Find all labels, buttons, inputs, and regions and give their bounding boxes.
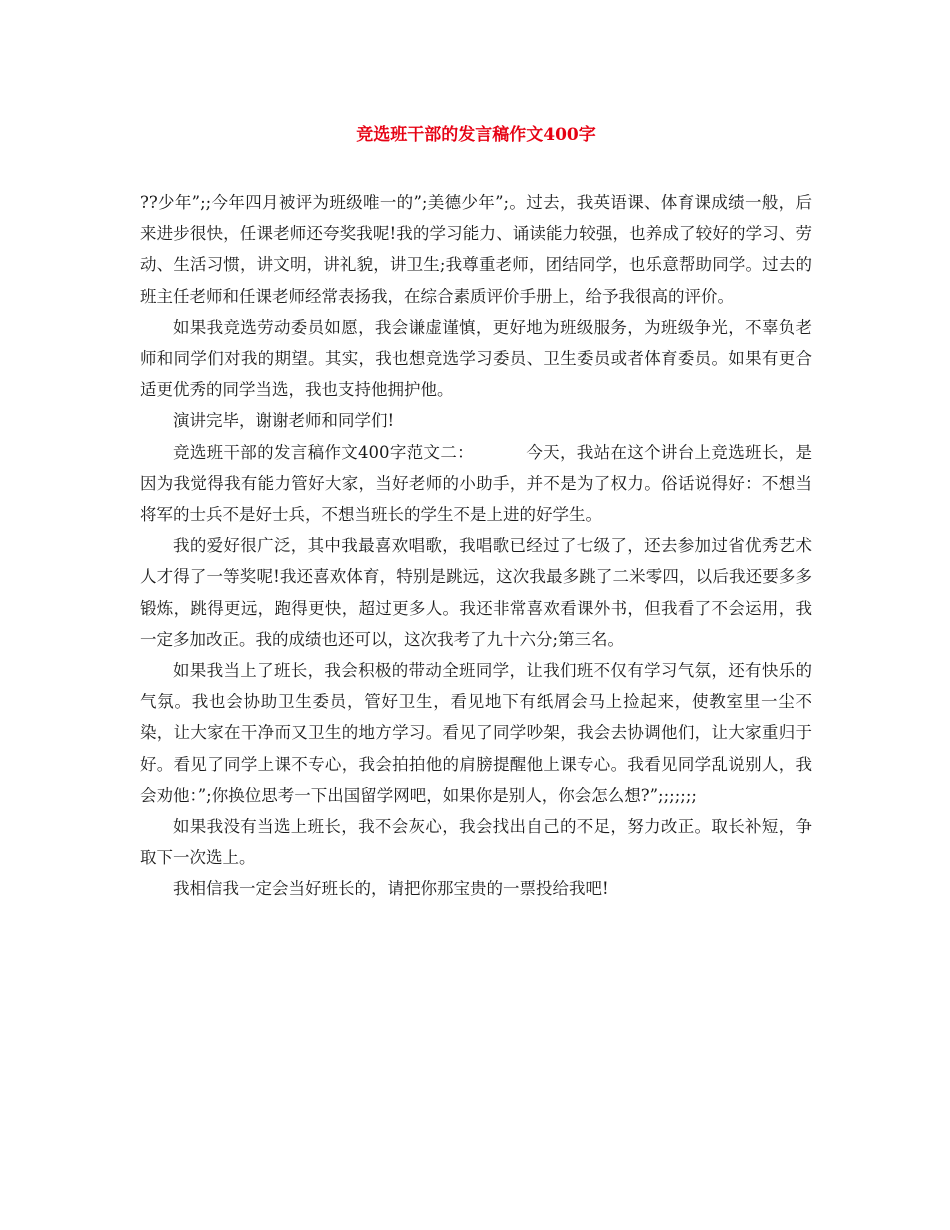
- paragraph-closing-thanks: 演讲完毕，谢谢老师和同学们!: [173, 411, 395, 431]
- paragraph-hobbies: 我的爱好很广泛，其中我最喜欢唱歌，我唱歌已经过了七级了，还去参加过省优秀艺术人才得了一等奖呢!我还喜欢体育，特别是跳远，这次我最多跳了二米零四，以后我还要多多锻炼，跳得更远，跑得更快，超过更多人。我还非常喜欢看课外书，但我看了不会运用，我一定多加改正。我的成绩也还可以，这次我考了九十六分;第三名。: [140, 536, 812, 649]
- paragraph-if-elected: 如果我当上了班长，我会积极的带动全班同学，让我们班不仅有学习气氛，还有快乐的气氛。我也会协助卫生委员，管好卫生，看见地下有纸屑会马上捡起来，使教室里一尘不染，让大家在干净而又卫生的地方学习。看见了同学吵架，我会去协调他们，让大家重归于好。看见了同学上课不专心，我会拍拍他的肩膀提醒他上课专心。我看见同学乱说别人，我会劝他：”;你换位思考一下出国留学网吧，如果你是别人，你会怎么想?”;;;;;;;: [140, 661, 812, 805]
- sample-two-heading: 竞选班干部的发言稿作文400字范文二：: [173, 442, 474, 462]
- paragraph-if-not-elected: 如果我没有当选上班长，我不会灰心，我会找出自己的不足，努力改正。取长补短，争取下一次选上。: [140, 817, 812, 868]
- paragraph-continued-intro: ??少年”;;今年四月被评为班级唯一的”;美德少年”;。过去，我英语课、体育课成绩一般，后来进步很快，任课老师还夸奖我呢!我的学习能力、诵读能力较强，也养成了较好的学习、劳动、生活习惯，讲文明，讲礼貌，讲卫生;我尊重老师，团结同学，也乐意帮助同学。过去的班主任老师和任课老师经常表扬我，在综合素质评价手册上，给予我很高的评价。: [140, 193, 812, 306]
- paragraph-final-appeal: 我相信我一定会当好班长的，请把你那宝贵的一票投给我吧!: [173, 879, 609, 899]
- paragraph-labor-committee: 如果我竞选劳动委员如愿，我会谦虚谨慎，更好地为班级服务，为班级争光，不辜负老师和同学们对我的期望。其实，我也想竞选学习委员、卫生委员或者体育委员。如果有更合适更优秀的同学当选，我也支持他拥护他。: [140, 317, 812, 400]
- paragraph-sample-two: [140, 437, 812, 531]
- document-body: [140, 187, 812, 905]
- document-title: 竞选班干部的发言稿作文400字: [356, 125, 596, 145]
- sample-two-opening: 今天，我站在这个讲台上竞选班长，是因为我觉得我有能力管好大家，当好老师的小助手，并不是为了权力。俗话说得好：不想当将军的士兵不是好士兵，不想当班长的学生不是上进的好学生。: [140, 442, 813, 525]
